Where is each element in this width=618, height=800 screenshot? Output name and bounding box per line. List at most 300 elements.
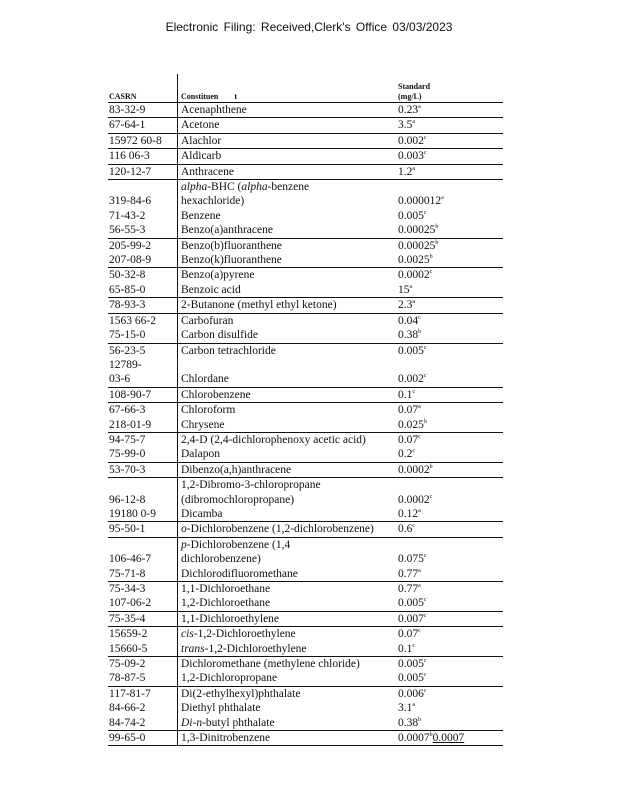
casrn-cell: 67-66-3 [109,404,146,417]
standard-value: 0.6 [398,523,413,536]
casrn-cell: 15972 60-8 [109,134,162,147]
constituent-name: Chlordane [181,373,229,386]
footnote-marker: c [418,628,421,635]
constituent-name: Chlorobenzene [181,388,251,401]
constituent-italic-prefix: cis [181,628,194,641]
row-group [108,612,503,627]
footnote-marker: b [435,239,439,246]
constituent-cell [177,463,396,477]
standard-cell [396,447,503,461]
table-row [108,372,503,386]
casrn-cell [108,478,177,492]
standard-value: 0.07 [398,404,419,417]
standard-value: 0.000012 [398,195,442,208]
standard-value: 0.005 [398,209,424,222]
casrn-cell: 75-09-2 [109,658,146,671]
standard-cell [396,388,503,402]
table-row [108,388,503,402]
standard-cell [396,314,503,328]
constituent-name: -butyl phthalate [202,716,275,729]
constituent-name: 1,3-Dinitrobenzene [181,732,271,745]
standard-cell [396,149,503,163]
footnote-marker: c [412,448,416,455]
standard-value: 0.0002 [398,269,430,282]
footnote-marker: c [412,388,416,395]
casrn-cell: 75-99-0 [109,448,146,461]
table-row [108,165,503,179]
constituent-cell [177,388,396,402]
row-group [108,314,503,344]
casrn-cell: 56-55-3 [109,224,146,237]
table-row [108,522,503,536]
standard-cell [396,671,503,685]
constituent-cell [177,134,396,148]
constituent-cell [177,372,396,386]
footnote-marker: c [423,373,427,380]
footnote-marker: a [418,508,421,515]
constituent-cell [177,209,396,223]
casrn-cell: 1563 66-2 [109,314,156,327]
standard-value: 0.025 [398,418,424,431]
table-row [108,657,503,671]
row-group [108,582,503,612]
row-group [108,478,503,522]
constituent-cell [177,552,396,566]
constituent-name: 1,1-Dichloroethane [181,583,271,595]
table-row [108,582,503,596]
casrn-cell: 120-12-7 [109,165,152,178]
constituent-name: Benzo(k)fluoranthene [181,254,282,267]
row-group [108,627,503,657]
row-group [108,687,503,731]
constituent-italic-part: alpha [241,181,268,194]
constituent-name: 2-Butanone (methyl ethyl ketone) [181,299,337,312]
standard-value: 0.38 [398,716,419,729]
row-group [108,403,503,433]
table-row [108,731,503,745]
table-row [108,134,503,148]
standard-cell [396,358,503,372]
standard-cell [396,627,503,641]
standard-cell [396,463,503,477]
footnote-marker: c [423,134,427,141]
row-group [108,731,503,746]
table-row [108,118,503,132]
standard-cell [396,507,503,521]
row-group [108,388,503,403]
constituent-name: -1,2-Dichloroethylene [193,628,296,641]
standard-cell [396,268,503,282]
row-group [108,134,503,149]
footnote-marker: c [429,493,433,500]
casrn-cell: 96-12-8 [109,493,146,506]
standard-value: 0.002 [398,134,424,147]
constituent-cell [177,687,396,701]
standard-cell [396,103,503,117]
casrn-cell: 218-01-9 [109,418,152,431]
constituent-name-rest: -benzene [267,181,310,194]
footnote-marker: c [423,658,427,665]
filing-header: Electronic Filing: Received,Clerk's Office 03/03/2023 [165,20,453,34]
standard-column-header: Standard (mg/L) [398,82,431,101]
constituent-column-header: Constituen t [177,74,396,102]
constituent-cell [177,358,396,372]
constituent-cell [177,657,396,671]
constituent-name: Benzo(a)pyrene [181,269,255,282]
constituent-cell [177,194,396,208]
table-body [108,103,503,746]
footnote-marker: c [418,434,421,441]
constituent-cell [177,507,396,521]
casrn-cell: 75-34-3 [109,583,146,595]
constituent-italic-prefix: o [181,523,187,536]
footnote-marker: c [423,553,427,560]
table-row [108,239,503,253]
constituent-cell [177,582,396,596]
footnote-marker: b [435,224,439,231]
table-row [108,253,503,267]
casrn-cell: 15659-2 [109,628,148,641]
constituent-name: Dibenzo(a,h)anthracene [181,463,292,476]
constituent-cell [177,283,396,297]
standard-value: 0.007 [398,612,424,625]
table-row [108,538,503,552]
constituent-cell [177,344,396,358]
constituent-cell [177,447,396,461]
casrn-cell: 75-35-4 [109,612,146,625]
footnote-marker: a [441,195,444,202]
constituent-cell [177,716,396,730]
constituent-name: -Dichlorobenzene (1,2-dichlorobenzene) [186,523,374,536]
footnote-marker: b [418,716,422,723]
casrn-cell: 84-74-2 [109,716,146,729]
footnote-marker: a [418,104,421,111]
standard-cell [396,612,503,626]
constituent-name: (dibromochloropropane) [181,493,295,506]
constituent-name: Benzoic acid [181,283,241,296]
casrn-cell: 65-85-0 [109,283,146,296]
table-row [108,268,503,282]
standard-value: 0.04 [398,314,419,327]
standard-cell [396,180,503,194]
constituent-cell [177,118,396,132]
footnote-marker: b [429,463,433,470]
constituent-cell [177,701,396,715]
table-row [108,447,503,461]
casrn-cell: 53-70-3 [109,463,146,476]
standard-value: 0.075 [398,553,424,566]
standard-cell [396,165,503,179]
table-row [108,671,503,685]
casrn-cell: 83-32-9 [109,104,146,116]
standard-value: 0.77 [398,567,419,580]
standard-cell [396,418,503,432]
constituent-name: 1,2-Dibromo-3-chloropropane [181,479,321,492]
casrn-cell: 15660-5 [109,642,148,655]
constituent-cell [177,627,396,641]
standard-cell [396,538,503,552]
casrn-cell [108,538,177,552]
constituent-name: hexachloride) [181,195,245,208]
table-row [108,403,503,417]
standard-value: 0.23 [398,104,419,116]
table-row [108,463,503,477]
footnote-marker: a [412,165,416,172]
standard-value: 0.1 [398,642,413,655]
constituent-name: Dichloromethane (methylene chloride) [181,658,360,671]
casrn-cell [108,180,177,194]
footnote-marker: a [412,702,416,709]
casrn-cell: 117-81-7 [109,687,151,700]
standard-cell [396,223,503,237]
constituent-name: Carbon tetrachloride [181,344,276,357]
constituent-cell [177,103,396,117]
standard-cell [396,194,503,208]
casrn-cell: 108-90-7 [109,388,152,401]
table-header-row [108,74,503,103]
table-row [108,478,503,492]
standard-cell [396,134,503,148]
casrn-cell: 75-15-0 [109,329,146,342]
standard-cell [396,298,503,312]
constituent-cell [177,239,396,253]
constituent-cell [177,180,396,194]
casrn-cell: 107-06-2 [109,597,152,610]
table-row [108,103,503,117]
constituent-cell [177,328,396,342]
row-group [108,657,503,687]
casrn-cell: 94-75-7 [109,433,146,446]
standard-cell [396,582,503,596]
standard-value: 0.12 [398,507,419,520]
standard-cell [396,478,503,492]
constituent-cell [177,642,396,656]
footnote-marker: c [412,523,416,530]
table-row [108,493,503,507]
constituent-cell [177,223,396,237]
constituent-name: Diethyl phthalate [181,702,261,715]
standard-cell [396,716,503,730]
footnote-marker: c [418,314,421,321]
constituent-name: 1,2-Dichloroethane [181,597,271,610]
footnote-marker: a [418,567,421,574]
footnote-marker: c [423,210,427,217]
constituent-name: Aldicarb [181,150,222,163]
constituent-name: Acenaphthene [181,104,247,116]
constituent-italic-prefix: alpha [181,181,208,194]
row-group [108,538,503,582]
table-row [108,507,503,521]
table-row [108,701,503,715]
footnote-marker: c [423,688,427,695]
constituent-cell [177,433,396,447]
constituent-name: Dicamba [181,507,223,520]
row-group [108,298,503,313]
constituent-italic-prefix: Di-n [181,716,203,729]
casrn-cell: 78-93-3 [109,299,146,312]
constituent-cell [177,149,396,163]
constituent-cell [177,253,396,267]
table-row [108,344,503,358]
footnote-marker: b [418,329,422,336]
constituent-cell [177,165,396,179]
table-row [108,283,503,297]
standard-value: 3.1 [398,702,413,715]
standard-cell [396,701,503,715]
constituent-name: Anthracene [181,165,234,178]
row-group [108,268,503,298]
standard-cell [396,687,503,701]
constituent-italic-prefix: p [181,538,187,551]
standard-value: 0.002 [398,373,424,386]
standard-value: 0.005 [398,658,424,671]
constituent-name: Benzene [181,209,221,222]
constituent-standards-table [108,74,503,746]
standard-cell [396,731,503,745]
constituent-name: Carbon disulfide [181,329,258,342]
casrn-column-header: CASRN [109,92,137,101]
table-row [108,298,503,312]
standard-cell [396,209,503,223]
standard-cell [396,657,503,671]
constituent-cell [177,522,396,536]
constituent-name: Benzo(a)anthracene [181,224,273,237]
constituent-name: Dichlorodifluoromethane [181,567,298,580]
row-group [108,165,503,180]
constituent-name: 2,4-D (2,4-dichlorophenoxy acetic acid) [181,433,366,446]
constituent-name: -Dichlorobenzene (1,4 [186,538,291,551]
standard-cell [396,567,503,581]
table-row [108,552,503,566]
casrn-cell: 75-71-8 [109,567,146,580]
footnote-marker: a [412,119,416,126]
standard-value: 2.3 [398,299,413,312]
constituent-name: Di(2-ethylhexyl)phthalate [181,687,301,700]
standard-value: 0.07 [398,628,419,641]
table-row [108,194,503,208]
footnote-marker: c [423,150,427,157]
casrn-cell: 116 06-3 [109,150,150,163]
constituent-name: Alachlor [181,134,222,147]
constituent-cell [177,268,396,282]
standard-cell [396,433,503,447]
footnote-marker: c [423,672,427,679]
casrn-cell: 99-65-0 [109,732,146,745]
table-row [108,223,503,237]
standard-cell [396,283,503,297]
table-row [108,642,503,656]
constituent-cell [177,596,396,610]
row-group [108,522,503,537]
row-group [108,463,503,478]
standard-cell [396,344,503,358]
standard-value: 3.5 [398,119,413,132]
footnote-marker: c [423,344,427,351]
constituent-name: dichlorobenzene) [181,553,261,566]
casrn-cell: 56-23-5 [109,344,146,357]
casrn-cell: 319-84-6 [109,195,152,208]
footnote-marker: a [412,299,416,306]
casrn-cell: 03-6 [109,373,131,386]
constituent-cell [177,612,396,626]
casrn-cell: 71-43-2 [109,209,146,222]
standard-value: 0.0007 [398,732,430,745]
standard-value: 1.2 [398,165,413,178]
table-row [108,418,503,432]
constituent-name: 1,2-Dichloropropane [181,672,278,685]
standard-value: 0.005 [398,597,424,610]
casrn-cell: 205-99-2 [109,239,152,252]
standard-cell [396,522,503,536]
casrn-cell: 67-64-1 [109,119,146,132]
standard-value: 0.005 [398,672,424,685]
amended-value: 0.0007 [432,732,465,745]
casrn-cell: 95-50-1 [109,523,146,536]
standard-cell [396,493,503,507]
casrn-cell: 207-08-9 [109,254,152,267]
constituent-italic-prefix: trans [181,642,205,655]
table-row [108,314,503,328]
row-group [108,344,503,388]
standard-cell [396,403,503,417]
row-group [108,149,503,164]
footnote-marker: c [423,612,427,619]
constituent-cell [177,671,396,685]
table-row [108,328,503,342]
table-row [108,149,503,163]
standard-cell [396,372,503,386]
standard-cell [396,328,503,342]
row-group [108,239,503,269]
standard-value: 0.00025 [398,224,436,237]
constituent-cell [177,493,396,507]
standard-cell [396,253,503,267]
standard-cell [396,642,503,656]
standard-value: 0.003 [398,150,424,163]
table-row [108,358,503,372]
row-group [108,103,503,118]
footnote-marker: b [423,418,427,425]
constituent-cell [177,731,396,745]
standard-value: 0.77 [398,583,419,595]
casrn-cell: 106-46-7 [109,553,152,566]
row-group [108,180,503,239]
constituent-cell [177,403,396,417]
constituent-name: 1,1-Dichloroethylene [181,612,280,625]
constituent-name: Chloroform [181,404,236,417]
constituent-cell [177,298,396,312]
standard-value: 0.1 [398,388,413,401]
table-row [108,716,503,730]
table-row [108,567,503,581]
casrn-cell: 50-32-8 [109,269,146,282]
casrn-cell: 84-66-2 [109,702,146,715]
standard-value: 0.07 [398,433,419,446]
constituent-cell [177,478,396,492]
footnote-marker: a [409,284,413,291]
table-row [108,687,503,701]
casrn-cell: 12789- [109,358,142,371]
casrn-cell: 78-87-5 [109,672,146,685]
standard-cell [396,118,503,132]
row-group [108,118,503,133]
standard-cell [396,239,503,253]
table-row [108,627,503,641]
table-row [108,209,503,223]
row-group [108,433,503,463]
standard-value: 0.0002 [398,493,430,506]
constituent-name: Chrysene [181,418,225,431]
